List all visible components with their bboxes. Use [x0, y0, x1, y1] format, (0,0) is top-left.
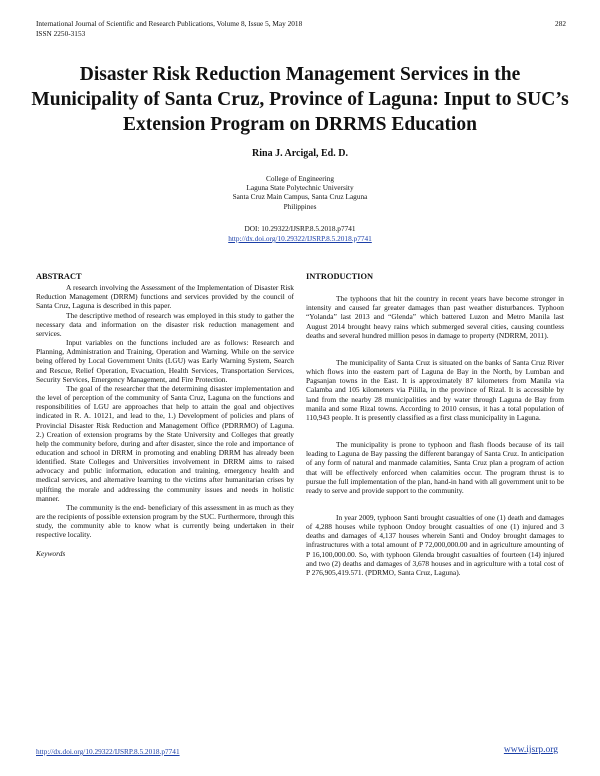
abstract-paragraph: The community is the end- beneficiary of this assessment in as much as they are the recipients of possible extension program by the SUC. Furthermore, through this study, the community able to know what is currently being undertaken in their respective locality.: [36, 502, 294, 540]
affiliation-campus: Santa Cruz Main Campus, Santa Cruz Laguna: [232, 192, 368, 202]
affiliation-college: College of Engineering: [265, 174, 335, 183]
footer-site-link[interactable]: www.ijsrp.org: [503, 745, 558, 755]
author-name: Rina J. Arcigal, Ed. D.: [252, 148, 348, 159]
abstract-paragraph: Input variables on the functions included are as follows: Research and Planning, Administration and Training, Operation and Warning. While on the service being offered by Local Government Units (LGU) was Early Warning System, Search and Rescue, Relief Operation, Evacuation, Health Services, Transportation Services, Security Services, Emergency Management, and Fire Protection.: [36, 338, 294, 384]
affiliation-country: Philippines: [283, 201, 317, 211]
keywords-label: Keywords: [36, 548, 66, 558]
paper-title: Disaster Risk Reduction Management Services in the Municipality of Santa Cruz, Province of Laguna: Input to SUC’s Extension Program on DRRMS Education: [31, 64, 569, 135]
abstract-paragraph: The descriptive method of research was employed in this study to gather the necessary data and information on the disaster risk reduction management and services.: [36, 310, 294, 338]
running-header: [36, 19, 302, 39]
abstract-column: [36, 272, 294, 558]
journal-line: International Journal of Scientific and Research Publications, Volume 8, Issue 5, May 2018: [36, 19, 303, 28]
doi-link[interactable]: http://dx.doi.org/10.29322/IJSRP.8.5.2018.p7741: [228, 234, 372, 243]
introduction-heading: INTRODUCTION: [306, 272, 374, 281]
page-number: 282: [555, 19, 566, 28]
abstract-paragraph: The goal of the researcher that the determining disaster implementation and the level of perception of the community of Santa Cruz, Laguna on the functions and responsibilities of LGU are approaches that help to attain the goal and objectives indicated in R. A. 10121, and lead to the, 1.) Development of policies and plans of Provincial Disaster Risk Reduction and Management Office (PDRRMO) of Laguna. 2.) Creation of extension programs by the State University and Colleges that greatly help the community before, during and after disaster, since the role and importance of education and school in DRRM in promoting and enabling DRRM has already been identified. State Colleges and Universities involvement in DRRM aims to raised advocacy and public information, education and training, emergency health and medical services, and alternative learning to the victims after humanitarian crises by uplifting the morale and addressing the community issues and needs in holistic manner.: [36, 383, 294, 503]
doi-block: [0, 224, 600, 244]
doi-label: DOI: 10.29322/IJSRP.8.5.2018.p7741: [244, 224, 356, 233]
introduction-paragraph: In year 2009, typhoon Santi brought casualties of one (1) death and damages of 4,288 houses while typhoon Ondoy brought casualties of one (1) injured and 3 deaths and damages of 4,137 houses wherein Santi and Ondoy brought damages to infrastructures with a total amount of P 72,000,000.00 and in agriculture amounting of P 16,100,000.00. So, with typhoon Glenda brought casualties of fourteen (14) injured and two (2) deaths and damages of 3,678 houses and in agriculture with a total cost of P 276,905,419.571. (PDRMO, Santa Cruz, Laguna).: [306, 512, 564, 577]
abstract-heading: ABSTRACT: [36, 272, 82, 281]
introduction-column: [306, 272, 564, 577]
introduction-paragraph: The municipality is prone to typhoon and flash floods because of its tail leading to Laguna de Bay passing the different barangay of Santa Cruz. In anticipation of any form of natural and manmade calamities, Santa Cruz plan a program of action that will be effectively enforced when calamities occur. The program thrust is to pursue the full implementation of the plan, hand-in hand with all government unit to be ready to serve and provide support to the community.: [306, 440, 564, 495]
introduction-paragraph: The typhoons that hit the country in recent years have become stronger in intensity and caused far greater damages than past weather disturbances. Typhoon “Yolanda” last 2013 and “Glenda” which battered Luzon and Metro Manila last August 2014 brought heavy rains which submerged several cities, causing countless deaths and several hundred million pesos in damage to property (NDRRM, 2011).: [306, 294, 564, 340]
affiliation: [0, 174, 600, 211]
footer-doi-link[interactable]: http://dx.doi.org/10.29322/IJSRP.8.5.2018.p7741: [36, 747, 180, 756]
affiliation-university: Laguna State Polytechnic University: [246, 183, 354, 193]
issn: ISSN 2250-3153: [36, 29, 86, 38]
introduction-paragraph: The municipality of Santa Cruz is situated on the banks of Santa Cruz River which flows into the eastern part of Laguna de Bay in the North, by Lumban and Pagsanjan towns in the East. It is approximately 87 kilometers from Manila via Calamba and 105 kilometers via Pililla, in the province of Rizal. It is accessible by land from the nearby 28 municipalities and by water through Laguna de Bay from manila and some Rizal towns. According to 2010 census, it has a total population of 110,943 people. It is presently classified as a first class municipality in Laguna.: [306, 357, 564, 422]
abstract-paragraph: A research involving the Assessment of the Implementation of Disaster Risk Reduction Management (DRRM) functions and services provided by the council of Santa Cruz, Laguna is described in this paper.: [36, 283, 294, 311]
